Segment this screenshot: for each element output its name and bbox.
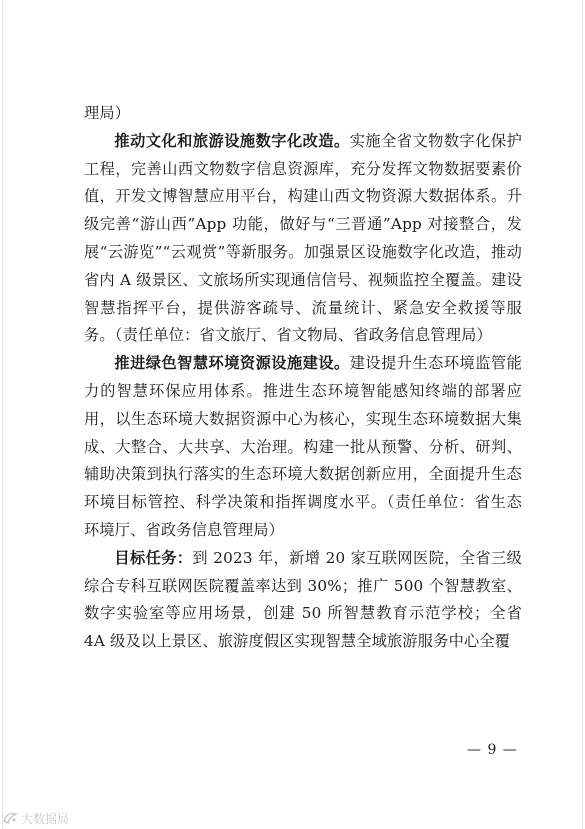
page-number: — 9 — [467,742,518,758]
paragraph-target-tasks [84,545,522,656]
document-body [84,100,522,656]
paragraph-heading-target-tasks: 目标任务： [114,548,193,567]
paragraph-culture-tourism [84,128,522,350]
paragraph-green-environment [84,350,522,545]
paragraph-body-green-environment: 建设提升生态环境监管能力的智慧环保应用体系。推进生态环境智能感知终端的部署应用，以生态环境大数据资源中心为核心，实现生态环境数据大集成、大整合、大共享、大治理。构建一批从预警、分析、研判、辅助决策到执行落实的生态环境大数据创新应用，全面提升生态环境目标管控、科学决策和指挥调度水平。（责任单位：省生态环境厅、省政务信息管理局） [84,354,523,539]
paragraph-body-target-tasks: 到 2023 年，新增 20 家互联网医院，全省三级综合专科互联网医院覆盖率达到 30%；推广 500 个智慧教室、数字实验室等应用场景，创建 50 所智慧教育示范学校；全省 4A 级及以上景区、旅游度假区实现智慧全域旅游服务中心全覆 [84,548,522,651]
paragraph-heading-culture-tourism: 推动文化和旅游设施数字化改造。 [114,131,350,150]
watermark [2,809,69,827]
continued-line [84,100,522,128]
watermark-text: 大数据局 [21,811,70,826]
paragraph-heading-green-environment: 推进绿色智慧环境资源设施建设。 [114,354,350,373]
continued-text: 理局） [84,104,131,122]
paragraph-body-culture-tourism: 实施全省文物数字化保护工程，完善山西文物数字信息资源库，充分发挥文物数据要素价值，开发文博智慧应用平台，构建山西文物资源大数据体系。升级完善“游山西”App 功能，做好与“三晋通”App 对接整合，发展“云游览”“云观赏”等新服务。加强景区设施数字化改造，推动省内 A 级景区、文旅场所实现通信信号、视频监控全覆盖。建设智慧指挥平台，提供游客疏导、流量统计、紧急安全救援等服务。（责任单位：省文旅厅、省文物局、省政务信息管理局） [84,131,523,345]
watermark-logo-icon [2,811,18,825]
